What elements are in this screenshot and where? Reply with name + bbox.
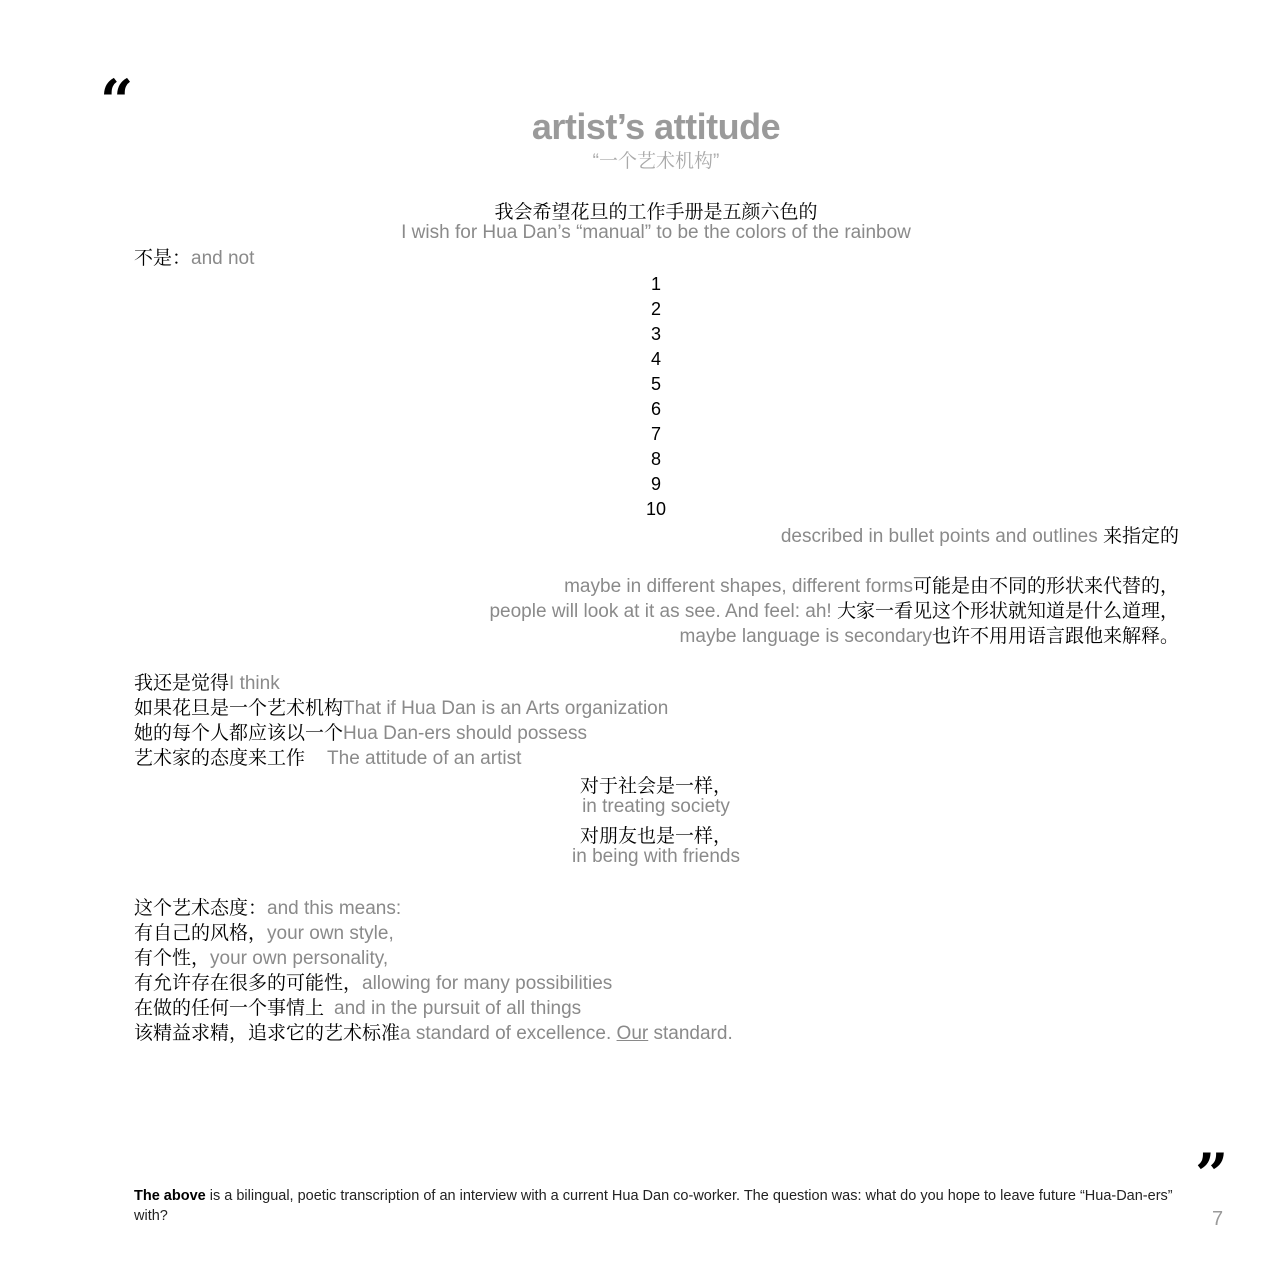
bullets-chinese: 来指定的 [1102, 526, 1179, 547]
means-line [134, 971, 612, 996]
means-english: allowing for many possibilities [362, 973, 613, 994]
means-chinese: 有允许存在很多的可能性， [134, 973, 363, 994]
shapes-english: people will look at it as see. And feel: ah! [489, 601, 837, 622]
friends-english: in being with friends [572, 846, 740, 867]
shapes-line [680, 621, 1179, 648]
list-number: 3 [650, 324, 661, 344]
and-not-chinese: 不是： [134, 248, 192, 269]
friends-chinese: 对朋友也是一样， [579, 826, 732, 847]
shapes-chinese: 大家一看见这个形状就知道是什么道理， [836, 601, 1179, 622]
means-line [134, 896, 401, 921]
standard-chinese: 该精益求精，追求它的艺术标准 [134, 1023, 401, 1044]
means-chinese: 在做的任何一个事情上 [134, 998, 325, 1019]
list-number: 1 [650, 274, 661, 294]
means-english: your own style, [267, 923, 394, 944]
our-underlined: Our [616, 1023, 649, 1044]
page-subtitle: “一个艺术机构” [592, 151, 720, 172]
think-english: Hua Dan-ers should possess [343, 723, 587, 744]
think-chinese: 如果花旦是一个艺术机构 [134, 698, 344, 719]
means-chinese: 有自己的风格， [134, 923, 268, 944]
footer-bold: The above [134, 1188, 206, 1204]
shapes-english: maybe language is secondary [679, 626, 932, 647]
shapes-line [489, 596, 1179, 623]
bullets-english: described in bullet points and outlines [780, 526, 1103, 547]
think-line [134, 746, 521, 771]
shapes-english: maybe in different shapes, different forms [564, 576, 913, 597]
society-english: in treating society [582, 796, 730, 817]
numbered-list [0, 272, 1275, 522]
page-title: artist’s attitude [531, 106, 781, 147]
shapes-line [564, 571, 1179, 598]
list-number: 10 [645, 499, 667, 519]
means-chinese: 这个艺术态度： [134, 898, 268, 919]
footer-text: is a bilingual, poetic transcription of an interview with a current Hua Dan co-worker. The question was: what do you hope to leave future “Hua-Dan-ers” with? [134, 1188, 1173, 1224]
list-number: 7 [650, 424, 661, 444]
think-english: That if Hua Dan is an Arts organization [343, 698, 669, 719]
think-line [134, 696, 668, 721]
list-number: 9 [650, 474, 661, 494]
think-chinese: 她的每个人都应该以一个 [134, 723, 344, 744]
means-line [134, 921, 394, 946]
shapes-chinese: 可能是由不同的形状来代替的， [912, 576, 1179, 597]
and-not-english: and not [191, 248, 255, 269]
list-number: 4 [650, 349, 661, 369]
think-line [134, 671, 280, 696]
list-number: 5 [650, 374, 661, 394]
list-number: 6 [650, 399, 661, 419]
means-line [134, 946, 388, 971]
means-english: and this means: [267, 898, 402, 919]
shapes-chinese: 也许不用用语言跟他来解释。 [931, 626, 1179, 647]
bullets-line [781, 521, 1179, 548]
intro-english: I wish for Hua Dan’s “manual” to be the colors of the rainbow [401, 222, 911, 243]
list-number: 2 [650, 299, 661, 319]
close-quote-mark: ” [1195, 1141, 1229, 1209]
open-quote-mark: “ [100, 67, 134, 135]
standard-english: a standard of excellence. [400, 1023, 617, 1044]
think-chinese: 艺术家的态度来工作 [134, 748, 306, 769]
and-not-line [134, 246, 254, 271]
means-line [134, 996, 581, 1021]
intro-chinese: 我会希望花旦的工作手册是五颜六色的 [494, 202, 818, 223]
means-english: your own personality, [210, 948, 389, 969]
means-english: and in the pursuit of all things [334, 998, 582, 1019]
footer-note [134, 1186, 1194, 1226]
think-english: The attitude of an artist [327, 748, 522, 769]
page-number: 7 [1212, 1208, 1224, 1230]
standard-english-end: standard. [648, 1023, 733, 1044]
think-english: I think [229, 673, 280, 694]
list-number: 8 [650, 449, 661, 469]
think-chinese: 我还是觉得 [134, 673, 230, 694]
standard-line [134, 1021, 733, 1046]
means-chinese: 有个性， [134, 948, 211, 969]
society-chinese: 对于社会是一样， [579, 776, 732, 797]
think-line [134, 721, 587, 746]
